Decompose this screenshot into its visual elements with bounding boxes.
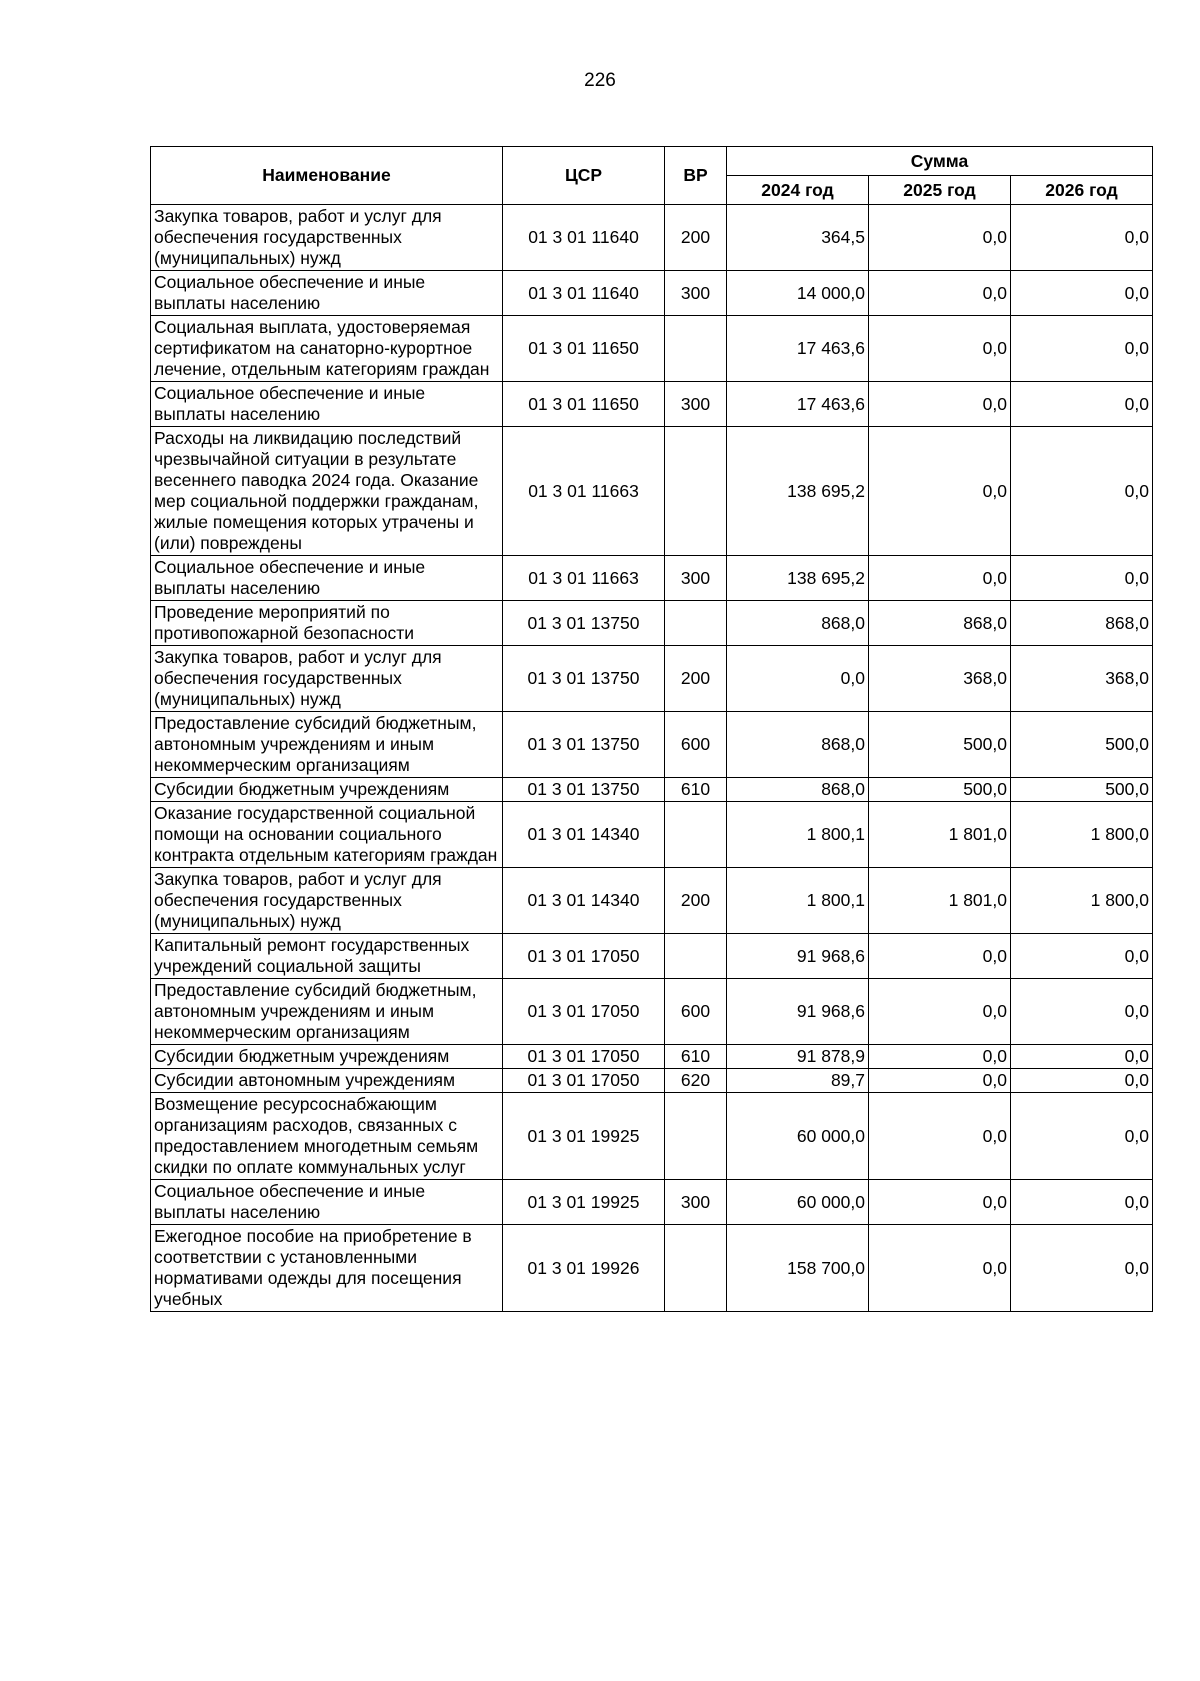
row-vr [665,427,727,556]
table-row [151,427,1153,556]
row-2024: 158 700,0 [727,1225,869,1312]
row-csr: 01 3 01 17050 [503,934,665,979]
row-csr: 01 3 01 11650 [503,382,665,427]
row-name: Закупка товаров, работ и услуг для обеспечения государственных (муниципальных) нужд [151,646,503,712]
row-2025: 1 801,0 [869,802,1011,868]
row-vr: 200 [665,205,727,271]
row-csr: 01 3 01 11640 [503,205,665,271]
row-vr [665,1225,727,1312]
row-csr: 01 3 01 19926 [503,1225,665,1312]
row-2026: 868,0 [1011,601,1153,646]
row-vr: 300 [665,271,727,316]
table-row [151,868,1153,934]
row-2025: 1 801,0 [869,868,1011,934]
row-2026: 1 800,0 [1011,802,1153,868]
row-name: Закупка товаров, работ и услуг для обеспечения государственных (муниципальных) нужд [151,205,503,271]
row-2024: 138 695,2 [727,427,869,556]
row-2026: 0,0 [1011,556,1153,601]
row-name: Возмещение ресурсоснабжающим организациям расходов, связанных с предоставлением многодетным семьям скидки по оплате коммунальных услуг [151,1093,503,1180]
row-name: Социальное обеспечение и иные выплаты населению [151,271,503,316]
row-2024: 60 000,0 [727,1180,869,1225]
row-csr: 01 3 01 13750 [503,646,665,712]
row-2026: 1 800,0 [1011,868,1153,934]
row-vr [665,1093,727,1180]
row-vr: 200 [665,868,727,934]
table-row [151,1225,1153,1312]
table-row [151,1180,1153,1225]
row-2024: 868,0 [727,712,869,778]
row-2026: 0,0 [1011,1093,1153,1180]
row-2025: 500,0 [869,778,1011,802]
row-2025: 0,0 [869,1225,1011,1312]
row-vr: 610 [665,1045,727,1069]
row-2025: 0,0 [869,205,1011,271]
row-vr: 300 [665,556,727,601]
row-2025: 0,0 [869,1045,1011,1069]
row-2024: 17 463,6 [727,382,869,427]
row-2026: 0,0 [1011,205,1153,271]
row-2026: 0,0 [1011,271,1153,316]
table-row [151,556,1153,601]
row-2026: 368,0 [1011,646,1153,712]
budget-table [150,146,1153,1312]
row-2024: 14 000,0 [727,271,869,316]
table-row [151,1045,1153,1069]
row-2024: 138 695,2 [727,556,869,601]
row-2025: 0,0 [869,1093,1011,1180]
row-2026: 0,0 [1011,382,1153,427]
table-row [151,205,1153,271]
row-2025: 0,0 [869,382,1011,427]
header-name: Наименование [151,147,503,205]
row-2026: 0,0 [1011,1069,1153,1093]
row-name: Капитальный ремонт государственных учреждений социальной защиты [151,934,503,979]
table-row [151,1093,1153,1180]
row-name: Субсидии автономным учреждениям [151,1069,503,1093]
row-csr: 01 3 01 11640 [503,271,665,316]
row-2024: 60 000,0 [727,1093,869,1180]
row-vr: 300 [665,382,727,427]
row-csr: 01 3 01 17050 [503,1069,665,1093]
row-csr: 01 3 01 13750 [503,778,665,802]
row-vr [665,316,727,382]
row-2026: 500,0 [1011,778,1153,802]
row-name: Ежегодное пособие на приобретение в соответствии с установленными нормативами одежды для посещения учебных [151,1225,503,1312]
table-row [151,382,1153,427]
row-2025: 0,0 [869,934,1011,979]
row-name: Социальная выплата, удостоверяемая сертификатом на санаторно-курортное лечение, отдельным категориям граждан [151,316,503,382]
row-2026: 0,0 [1011,1180,1153,1225]
row-name: Субсидии бюджетным учреждениям [151,1045,503,1069]
table-row [151,934,1153,979]
row-name: Социальное обеспечение и иные выплаты населению [151,556,503,601]
row-name: Субсидии бюджетным учреждениям [151,778,503,802]
row-2026: 0,0 [1011,427,1153,556]
row-2026: 0,0 [1011,979,1153,1045]
table-row [151,1069,1153,1093]
row-2026: 0,0 [1011,1045,1153,1069]
row-name: Социальное обеспечение и иные выплаты населению [151,382,503,427]
table-row [151,979,1153,1045]
row-vr [665,802,727,868]
row-2026: 0,0 [1011,316,1153,382]
row-csr: 01 3 01 11650 [503,316,665,382]
row-name: Закупка товаров, работ и услуг для обеспечения государственных (муниципальных) нужд [151,868,503,934]
header-row [151,147,1153,176]
page-number: 226 [584,70,616,91]
header-csr: ЦСР [503,147,665,205]
table-row [151,712,1153,778]
table-row [151,802,1153,868]
row-name: Расходы на ликвидацию последствий чрезвычайной ситуации в результате весеннего паводка 2024 года. Оказание мер социальной поддержки гражданам, жилые помещения которых утрачены и (или) повреждены [151,427,503,556]
row-2024: 91 968,6 [727,934,869,979]
row-vr [665,601,727,646]
row-vr: 300 [665,1180,727,1225]
row-2025: 368,0 [869,646,1011,712]
row-2026: 500,0 [1011,712,1153,778]
row-csr: 01 3 01 17050 [503,979,665,1045]
row-vr: 600 [665,712,727,778]
row-csr: 01 3 01 14340 [503,802,665,868]
header-sum: Сумма [727,147,1153,176]
row-csr: 01 3 01 11663 [503,556,665,601]
header-2026: 2026 год [1011,176,1153,205]
table-row [151,601,1153,646]
table-row [151,646,1153,712]
table-row [151,316,1153,382]
row-2024: 868,0 [727,778,869,802]
row-2025: 0,0 [869,316,1011,382]
row-csr: 01 3 01 11663 [503,427,665,556]
row-2025: 0,0 [869,271,1011,316]
row-name: Предоставление субсидий бюджетным, автономным учреждениям и иным некоммерческим организациям [151,712,503,778]
row-vr [665,934,727,979]
row-csr: 01 3 01 13750 [503,712,665,778]
row-2024: 91 878,9 [727,1045,869,1069]
row-vr: 620 [665,1069,727,1093]
row-2024: 0,0 [727,646,869,712]
row-2024: 89,7 [727,1069,869,1093]
row-csr: 01 3 01 17050 [503,1045,665,1069]
row-vr: 200 [665,646,727,712]
table-row [151,271,1153,316]
row-2024: 91 968,6 [727,979,869,1045]
row-name: Социальное обеспечение и иные выплаты населению [151,1180,503,1225]
row-2024: 1 800,1 [727,868,869,934]
table-row [151,778,1153,802]
row-2024: 364,5 [727,205,869,271]
header-2025: 2025 год [869,176,1011,205]
row-2025: 0,0 [869,556,1011,601]
row-vr: 610 [665,778,727,802]
row-2025: 0,0 [869,1180,1011,1225]
row-2024: 1 800,1 [727,802,869,868]
row-vr: 600 [665,979,727,1045]
row-2026: 0,0 [1011,1225,1153,1312]
row-2026: 0,0 [1011,934,1153,979]
row-csr: 01 3 01 13750 [503,601,665,646]
row-2025: 868,0 [869,601,1011,646]
row-2025: 0,0 [869,427,1011,556]
row-name: Предоставление субсидий бюджетным, автономным учреждениям и иным некоммерческим организациям [151,979,503,1045]
header-vr: ВР [665,147,727,205]
row-name: Проведение мероприятий по противопожарной безопасности [151,601,503,646]
header-2024: 2024 год [727,176,869,205]
row-csr: 01 3 01 14340 [503,868,665,934]
row-csr: 01 3 01 19925 [503,1180,665,1225]
row-2024: 17 463,6 [727,316,869,382]
row-csr: 01 3 01 19925 [503,1093,665,1180]
row-2025: 0,0 [869,979,1011,1045]
row-name: Оказание государственной социальной помощи на основании социального контракта отдельным категориям граждан [151,802,503,868]
row-2024: 868,0 [727,601,869,646]
row-2025: 0,0 [869,1069,1011,1093]
row-2025: 500,0 [869,712,1011,778]
